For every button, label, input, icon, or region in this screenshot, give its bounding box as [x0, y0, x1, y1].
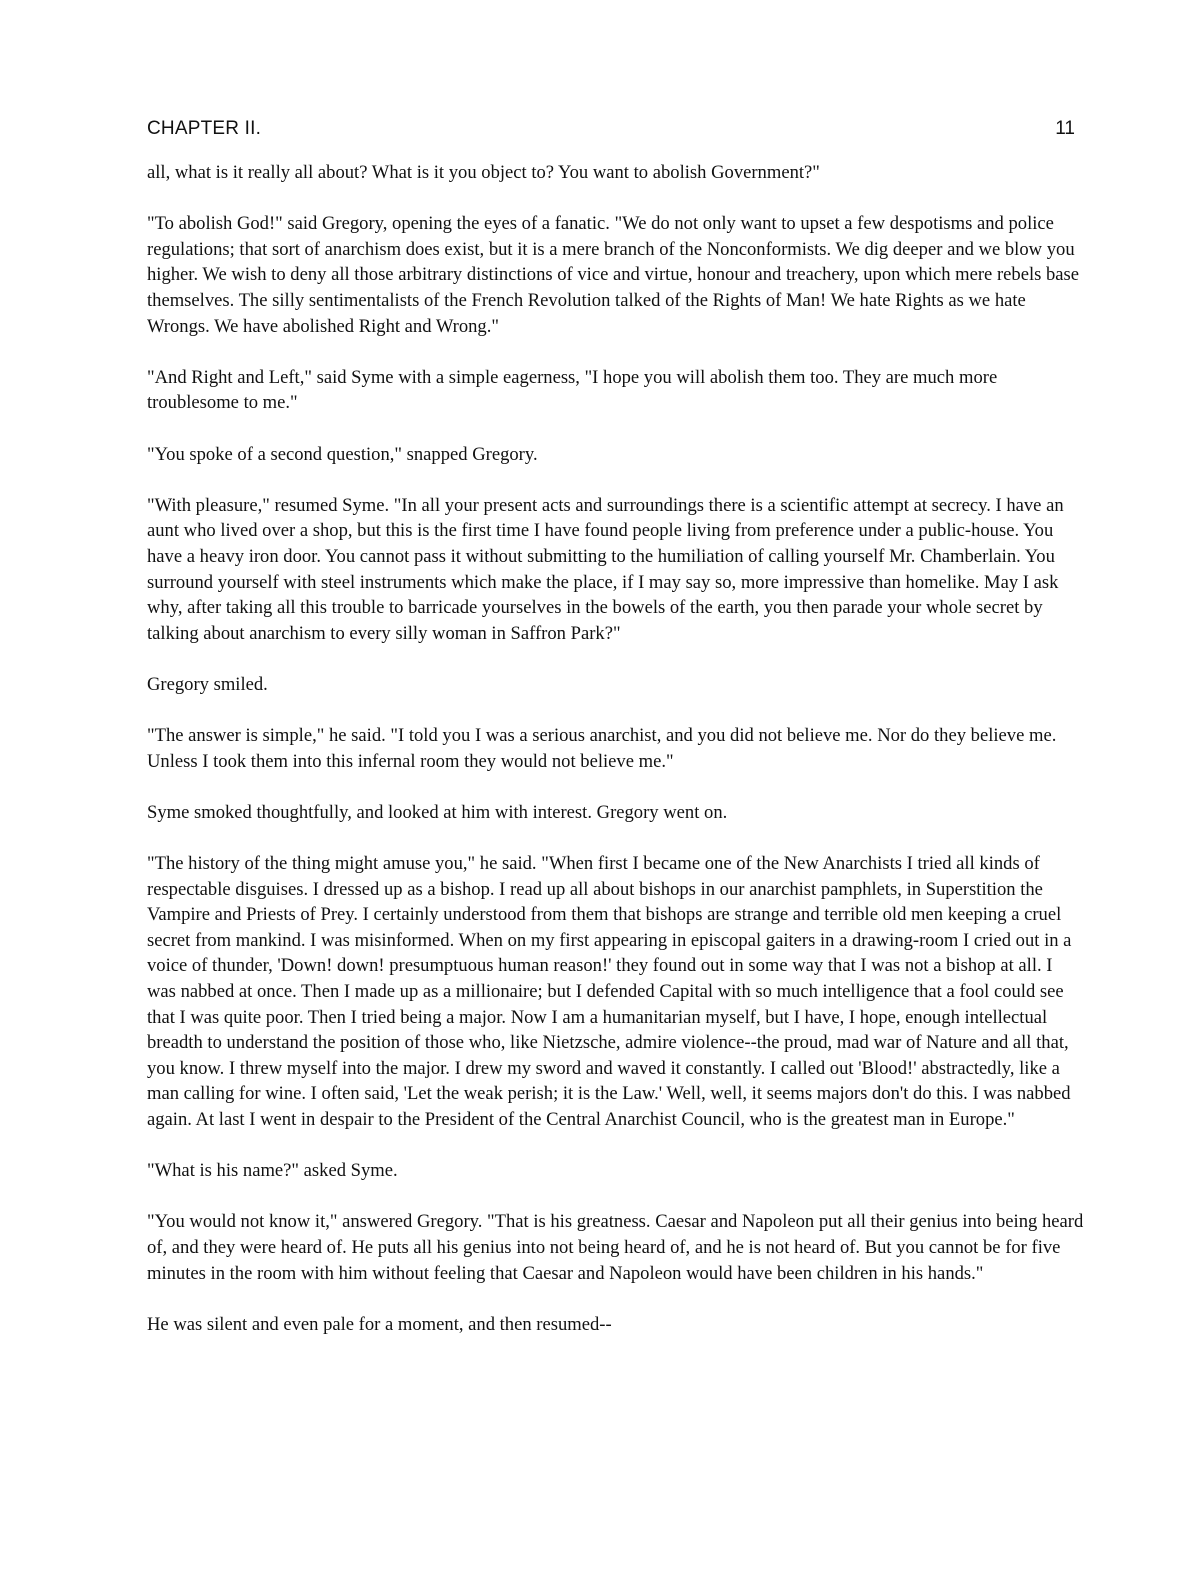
page-number: 11	[1055, 118, 1075, 139]
paragraph: "With pleasure," resumed Syme. "In all your present acts and surroundings there is a scientific attempt at secrecy. I have an aunt who lived over a shop, but this is the first time I have found people living from preference under a public-house. You have a heavy iron door. You cannot pass it without submitting to the humiliation of calling yourself Mr. Chamberlain. You surround yourself with steel instruments which make the place, if I may say so, more impressive than homelike. May I ask why, after taking all this trouble to barricade yourselves in the bowels of the earth, you then parade your whole secret by talking about anarchism to every silly woman in Saffron Park?"	[147, 494, 1064, 644]
paragraph: "You would not know it," answered Gregory. "That is his greatness. Caesar and Napoleon put all their genius into being heard of, and they were heard of. He puts all his genius into not being heard of, and he is not heard of. But you cannot be for five minutes in the room with him without feeling that Caesar and Napoleon would have been children in his hands."	[147, 1211, 1084, 1284]
paragraph: He was silent and even pale for a moment, and then resumed--	[147, 1313, 612, 1335]
paragraph: all, what is it really all about? What is it you object to? You want to abolish Government?"	[147, 162, 820, 183]
paragraph: Gregory smiled.	[147, 673, 268, 695]
paragraph: "And Right and Left," said Syme with a simple eagerness, "I hope you will abolish them too. They are much more troublesome to me."	[147, 366, 998, 414]
paragraph: "What is his name?" asked Syme.	[147, 1160, 398, 1182]
paragraph: "You spoke of a second question," snapped Gregory.	[147, 443, 538, 465]
paragraph: "The answer is simple," he said. "I told you I was a serious anarchist, and you did not believe me. Nor do they believe me. Unless I took them into this infernal room they would not believe me."	[147, 725, 1057, 772]
body-text	[147, 160, 1084, 1363]
running-header	[147, 118, 1075, 146]
paragraph: "To abolish God!" said Gregory, opening the eyes of a fanatic. "We do not only want to upset a few despotisms and police regulations; that sort of anarchism does exist, but it is a mere branch of the Nonconformists. We dig deeper and we blow you higher. We wish to deny all those arbitrary distinctions of vice and virtue, honour and treachery, upon which mere rebels base themselves. The silly sentimentalists of the French Revolution talked of the Rights of Man! We hate Rights as we hate Wrongs. We have abolished Right and Wrong."	[147, 213, 1080, 337]
paragraph: "The history of the thing might amuse you," he said. "When first I became one of the New Anarchists I tried all kinds of respectable disguises. I dressed up as a bishop. I read up all about bishops in our anarchist pamphlets, in Superstition the Vampire and Priests of Prey. I certainly understood from them that bishops are strange and terrible old men keeping a cruel secret from mankind. I was misinformed. When on my first appearing in episcopal gaiters in a drawing-room I cried out in a voice of thunder, 'Down! down! presumptuous human reason!' they found out in some way that I was not a bishop at all. I was nabbed at once. Then I made up as a millionaire; but I defended Capital with so much intelligence that a fool could see that I was quite poor. Then I tried being a major. Now I am a humanitarian myself, but I have, I hope, enough intellectual breadth to understand the position of those who, like Nietzsche, admire violence--the proud, mad war of Nature and all that, you know. I threw myself into the major. I drew my sword and waved it constantly. I called out 'Blood!' abstractedly, like a man calling for wine. I often said, 'Let the weak perish; it is the Law.' Well, well, it seems majors don't do this. I was nabbed again. At last I went in despair to the President of the Central Anarchist Council, who is the greatest man in Europe."	[147, 853, 1072, 1130]
paragraph: Syme smoked thoughtfully, and looked at him with interest. Gregory went on.	[147, 801, 728, 823]
chapter-heading: CHAPTER II.	[147, 118, 262, 139]
